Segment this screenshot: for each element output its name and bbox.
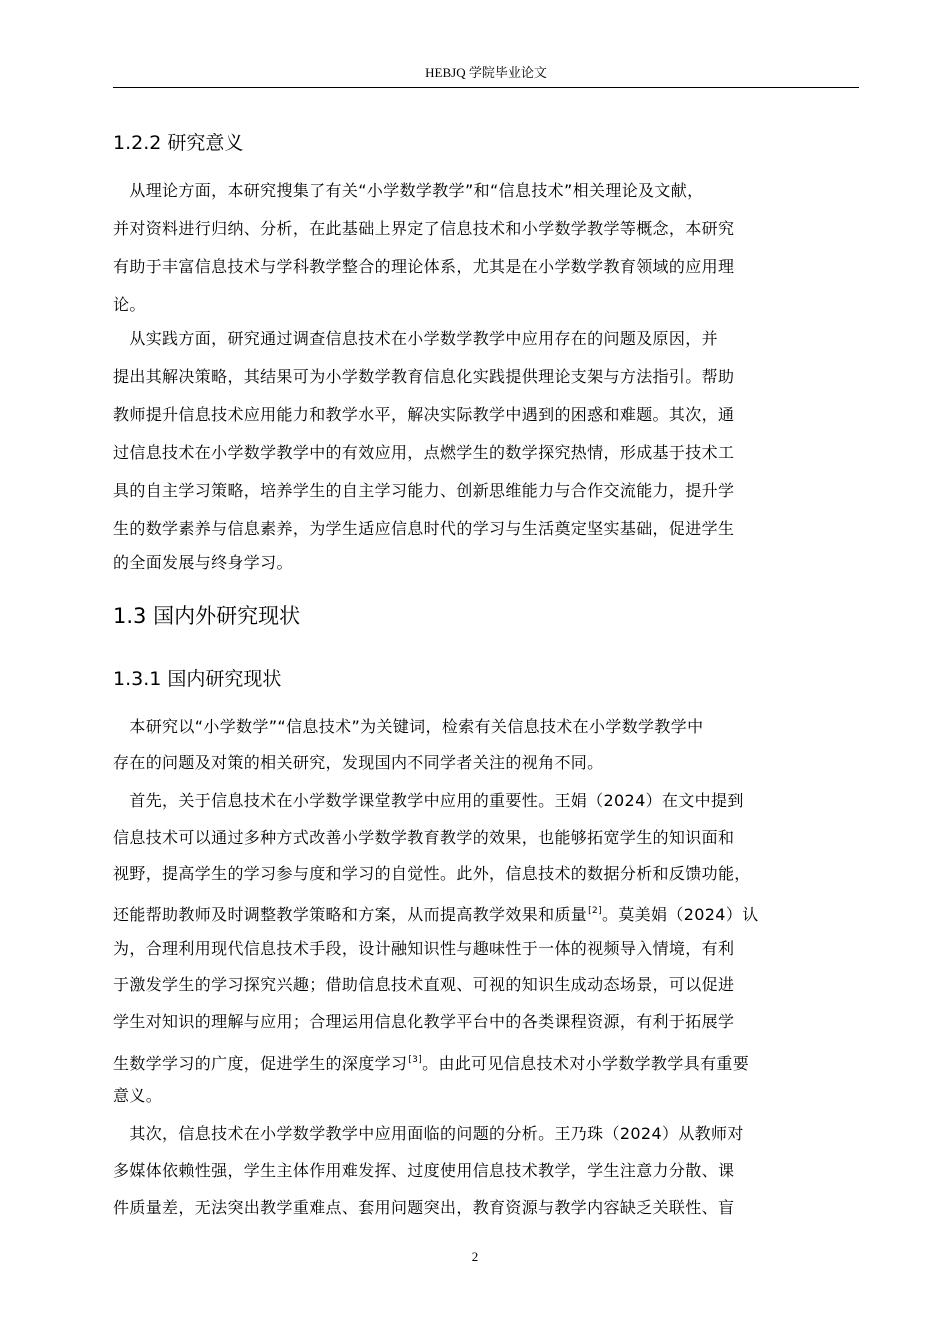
paragraph-line: 首先，关于信息技术在小学数学课堂教学中应用的重要性。王娟（2024）在文中提到 (113, 791, 744, 810)
section-heading-1-2-2: 1.2.2 研究意义 (113, 132, 244, 154)
text-run: 。由此可见信息技术对小学数学教学具有重要 (422, 1054, 750, 1073)
paragraph-line (113, 901, 861, 925)
paragraph-line: 并对资料进行归纳、分析，在此基础上界定了信息技术和小学数学教学等概念，本研究 (113, 219, 735, 238)
paragraph-line: 于激发学生的学习探究兴趣；借助信息技术直观、可视的知识生成动态场景，可以促进 (113, 975, 735, 994)
header-rule (113, 87, 859, 88)
paragraph-line: 生的数学素养与信息素养，为学生适应信息时代的学习与生活奠定坚实基础，促进学生 (113, 519, 735, 538)
section-heading-1-3: 1.3 国内外研究现状 (113, 604, 301, 628)
paragraph-line: 件质量差，无法突出教学重难点、套用问题突出，教育资源与教学内容缺乏关联性、盲 (113, 1198, 735, 1217)
paragraph-line: 视野，提高学生的学习参与度和学习的自觉性。此外，信息技术的数据分析和反馈功能， (113, 864, 751, 883)
paragraph-line: 为，合理利用现代信息技术手段，设计融知识性与趣味性于一体的视频导入情境，有利 (113, 939, 735, 958)
paragraph-line: 教师提升信息技术应用能力和教学水平，解决实际教学中遇到的困惑和难题。其次，通 (113, 405, 735, 424)
section-heading-1-3-1: 1.3.1 国内研究现状 (113, 668, 282, 690)
paragraph-line: 的全面发展与终身学习。 (113, 553, 293, 572)
paragraph-line: 学生对知识的理解与应用；合理运用信息化教学平台中的各类课程资源，有利于拓展学 (113, 1012, 735, 1031)
paragraph-line: 信息技术可以通过多种方式改善小学数学教育教学的效果，也能够拓宽学生的知识面和 (113, 828, 735, 847)
paragraph-line: 从理论方面，本研究搜集了有关“小学数学教学”和“信息技术”相关理论及文献， (113, 181, 704, 200)
paragraph-line: 本研究以“小学数学”“信息技术”为关键词，检索有关信息技术在小学数学教学中 (113, 717, 704, 736)
paragraph-line (113, 1050, 861, 1074)
paragraph-line: 提出其解决策略，其结果可为小学数学教育信息化实践提供理论支架与方法指引。帮助 (113, 367, 735, 386)
paragraph-line: 过信息技术在小学数学教学中的有效应用，点燃学生的数学探究热情，形成基于技术工 (113, 443, 735, 462)
paragraph-line: 从实践方面，研究通过调查信息技术在小学数学教学中应用存在的问题及原因，并 (113, 329, 718, 348)
citation-ref: [3] (408, 1055, 423, 1065)
paragraph-line: 存在的问题及对策的相关研究，发现国内不同学者关注的视角不同。 (113, 753, 604, 772)
page-number: 2 (471, 1249, 479, 1264)
paragraph-line: 多媒体依赖性强，学生主体作用难发挥、过度使用信息技术教学，学生注意力分散、课 (113, 1161, 735, 1180)
paragraph-line: 意义。 (113, 1086, 163, 1105)
text-run: 还能帮助教师及时调整教学策略和方案，从而提高教学效果和质量 (113, 905, 588, 924)
text-run: 。莫美娟（2024）认 (601, 905, 759, 924)
text-run: 生数学学习的广度，促进学生的深度学习 (113, 1054, 408, 1073)
paragraph-line: 其次，信息技术在小学数学教学中应用面临的问题的分析。王乃珠（2024）从教师对 (113, 1124, 744, 1143)
page-header: HEBJQ 学院毕业论文 (425, 65, 547, 80)
paragraph-line: 论。 (113, 295, 146, 314)
paragraph-line: 具的自主学习策略，培养学生的自主学习能力、创新思维能力与合作交流能力，提升学 (113, 481, 735, 500)
paragraph-line: 有助于丰富信息技术与学科教学整合的理论体系，尤其是在小学数学教育领域的应用理 (113, 257, 735, 276)
citation-ref: [2] (588, 906, 602, 916)
